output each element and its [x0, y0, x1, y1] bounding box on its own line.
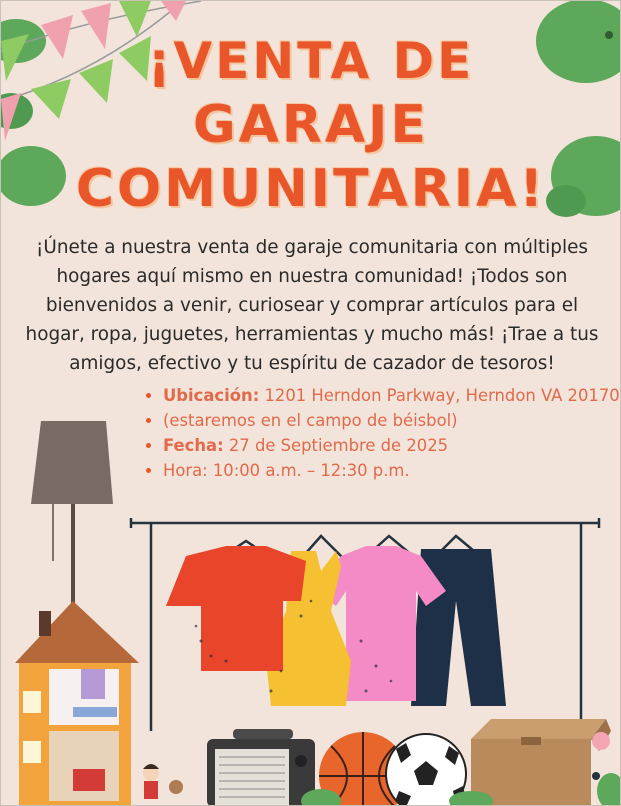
- date-item: [163, 433, 621, 458]
- radio: [207, 729, 315, 806]
- location-label: Ubicación:: [163, 386, 260, 405]
- time-value: Hora: 10:00 a.m. – 12:30 p.m.: [163, 461, 410, 480]
- title-line-2: GARAJE: [192, 95, 430, 155]
- time-item: [163, 458, 621, 483]
- date-label: Fecha:: [163, 436, 224, 455]
- date-value: 27 de Septiembre de 2025: [228, 436, 449, 455]
- location-value: 1201 Herndon Parkway, Herndon VA 20170: [264, 386, 620, 405]
- page-title: [41, 29, 581, 221]
- event-details-list: [143, 383, 621, 483]
- location-item: [163, 383, 621, 408]
- location-note: (estaremos en el campo de béisbol): [163, 411, 458, 430]
- title-line-1: ¡VENTA DE: [147, 32, 475, 90]
- title-line-3: COMUNITARIA!: [75, 159, 547, 219]
- dollhouse: [15, 601, 139, 806]
- toy-doll: [143, 764, 183, 799]
- cardboard-box: [471, 719, 611, 806]
- intro-paragraph: ¡Únete a nuestra venta de garaje comunitaria con múltiples hogares aquí mismo en nuestra comunidad! ¡Todos son bienvenidos a venir, curiosear y comprar artículos para el hogar, ropa, juguetes, herramientas y mucho más! ¡Trae a tus amigos, efectivo y tu espíritu de cazador de tesoros!: [25, 237, 599, 374]
- location-note-item: [163, 408, 621, 433]
